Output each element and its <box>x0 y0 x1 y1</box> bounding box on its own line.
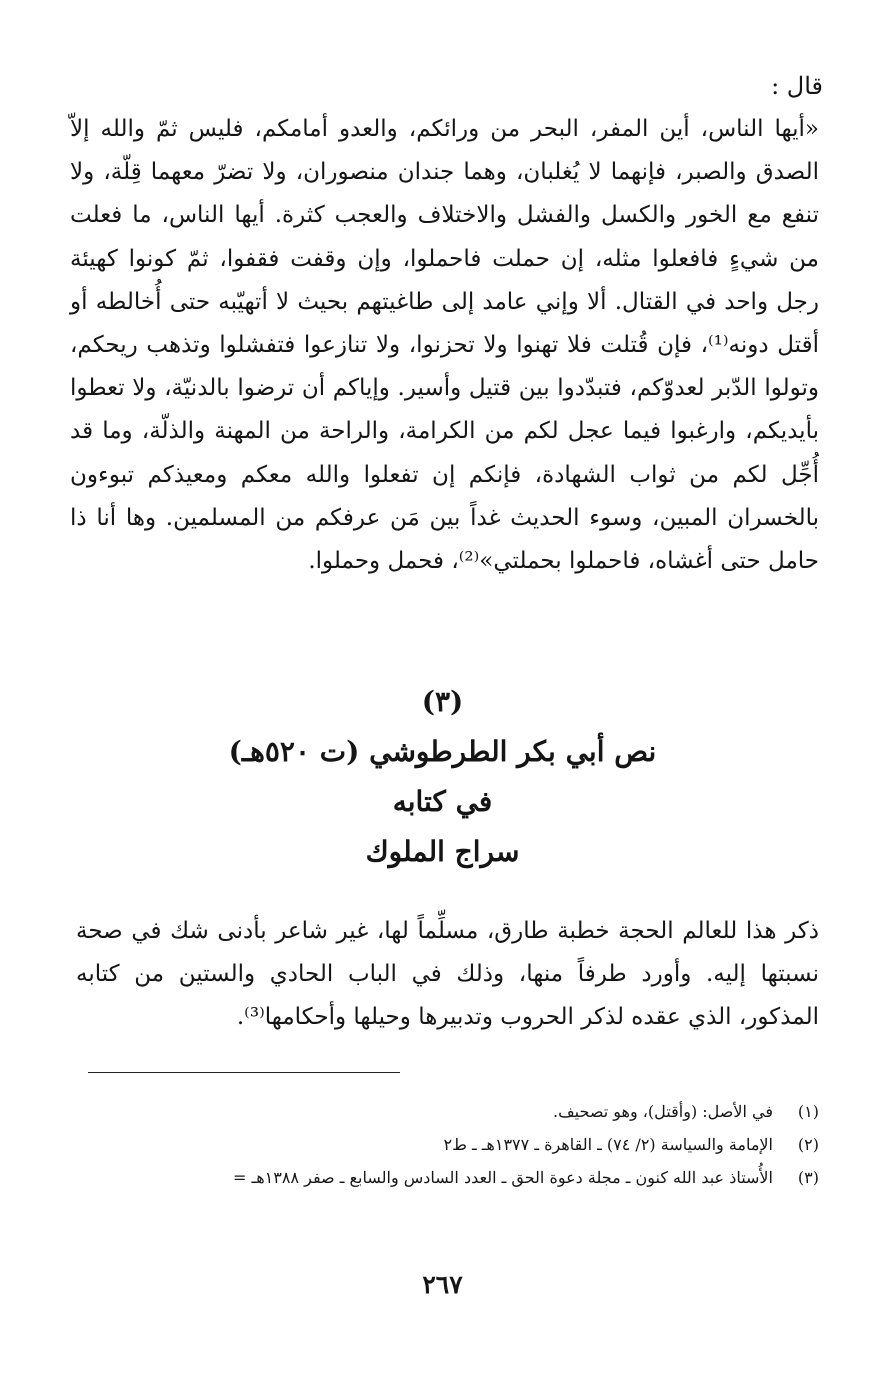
footnote-number: (٢) <box>797 1135 819 1154</box>
footnote-text: في الأصل: (وأقتل)، وهو تصحيف. <box>553 1102 773 1121</box>
speech-text: «أيها الناس، أين المفر، البحر من ورائكم، والعدو أمامكم، فليس ثمّ والله إلاّ الصدق والصبر، فإنهما لا يُغلبان، وهما جندان منصوران، ولا تضرّ معهما قِلّة، ولا تنفع مع الخور والكسل والفشل والاختلاف والعجب كثرة. أيها الناس، ما فعلت من شيءٍ فافعلوا مثله، إن حملت فاحملوا، وإن وقفت فقفوا، ثمّ كونوا كهيئة رجل واحد في القتال. ألا وإني عامد إلى طاغيتهم بحيث لا أتهيّبه حتى أُخالطه أو أقتل دونه⁽¹⁾، فإن قُتلت فلا تهنوا ولا تحزنوا، ولا تنازعوا فتفشلوا وتذهب ريحكم، وتولوا الدّبر لعدوّكم، فتبدّدوا بين قتيل وأسير. وإياكم أن ترضوا بالدنيّة، ولا تعطوا بأيديكم، وارغبوا فيما عجل لكم من الكرامة، والراحة من المهنة والذلّة، وما قد أُجِّل لكم من ثواب الشهادة، فإنكم إن تفعلوا والله معكم ومعيذكم تبوءون بالخسران المبين، وسوء الحديث غداً بين مَن عرفكم من المسلمين. وها أنا ذا حامل حتى أغشاه، فاحملوا بحملتي»⁽²⁾، فحمل وحملوا. <box>70 116 819 575</box>
footnote-2 <box>54 1128 819 1161</box>
footnote-1 <box>54 1095 819 1128</box>
page-number: ٢٦٧ <box>422 1270 463 1299</box>
section-intro-text: ذكر هذا للعالم الحجة خطبة طارق، مسلِّماً لها، غير شاعر بأدنى شك في صحة نسبتها إليه. وأورد طرفاً منها، وذلك في الباب الحادي والستين من كتابه المذكور، الذي عقده لذكر الحروب وتدبيرها وحيلها وأحكامها⁽³⁾. <box>76 918 819 1030</box>
footnote-number: (١) <box>797 1102 819 1121</box>
section-title-line-1: نص أبي بكر الطرطوشي (ت ٥٢٠هـ) <box>228 735 657 768</box>
footnote-text: الإمامة والسياسة (٢/ ٧٤) ـ القاهرة ـ ١٣٧٧هـ ـ ط٢ <box>443 1135 773 1154</box>
section-number: (٣) <box>421 685 464 718</box>
footnote-text: الأُستاذ عبد الله كنون ـ مجلة دعوة الحق ـ العدد السادس والسابع ـ صفر ١٣٨٨هـ = <box>233 1168 773 1187</box>
section-title-line-3: سراج الملوك <box>365 835 520 868</box>
footnote-number: (٣) <box>797 1168 819 1187</box>
speech-intro-label: قال : <box>771 72 823 100</box>
section-title-line-2: في كتابه <box>392 785 493 818</box>
footnotes <box>54 1095 819 1194</box>
footnote-divider <box>88 1072 400 1073</box>
footnote-3 <box>54 1161 819 1194</box>
section-heading <box>0 680 885 880</box>
